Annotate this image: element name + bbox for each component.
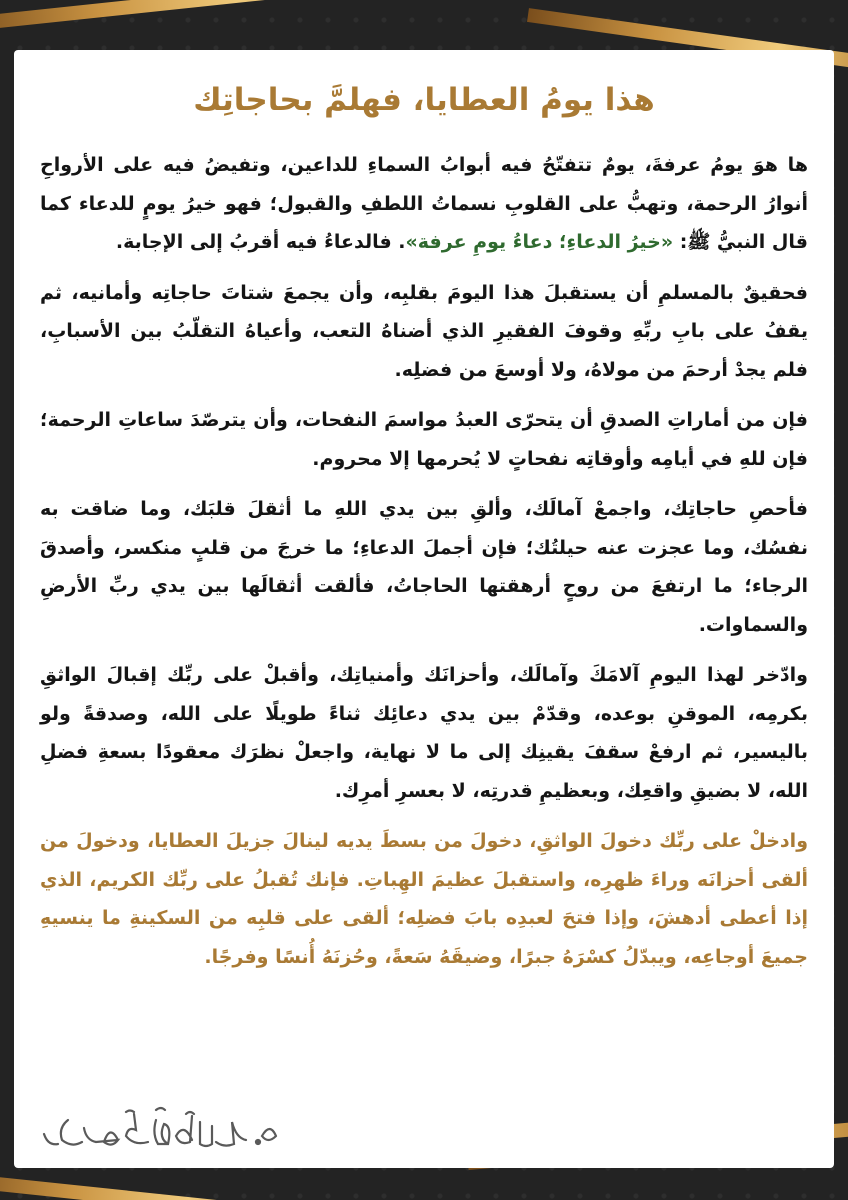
hadith-quote: «خيرُ الدعاءِ؛ دعاءُ يومِ عرفة» — [405, 231, 674, 253]
paragraph-1 — [40, 146, 808, 262]
paragraph-1-text: ها هوَ يومُ عرفةَ، يومٌ تتفتّحُ فيه أبوابُ السماءِ للداعين، وتفيضُ فيه على الأرواحِ أنوارُ الرحمة، وتهبُّ على القلوبِ نسماتُ اللطفِ والقبول؛ فهو خيرُ يومٍ للدعاء كما قال النبيُّ ﷺ: — [40, 154, 808, 253]
paragraph-3: فإن من أماراتِ الصدقِ أن يتحرّى العبدُ مواسمَ النفحات، وأن يترصّدَ ساعاتِ الرحمة؛ فإن للهِ في أيامِه وأوقاتِه نفحاتٍ لا يُحرمها إلا محروم. — [40, 409, 808, 470]
paragraph-4: فأحصِ حاجاتِك، واجمعْ آمالَك، وألقِ بين يدي اللهِ ما أثقلَ قلبَك، وما ضاقت به نفسُك، وما عجزت عنه حيلتُك؛ فإن أجملَ الدعاءِ؛ ما خرجَ من قلبٍ منكسر، وأصدقَ الرجاء؛ ما ارتفعَ من روحٍ أرهقتها الحاجاتُ، فألقت أثقالَها بين يدي ربِّ الأرضِ والسماوات. — [40, 498, 808, 636]
paragraph-5: وادّخر لهذا اليومِ آلامَكَ وآمالَك، وأحزانَك وأمنياتِك، وأقبلْ على ربِّك إقبالَ الواثقِ بكرمِه، الموقنِ بوعده، وقدّمْ بين يدي دعائِك ثناءً طويلًا على الله، وصدقةً ولو باليسير، ثم ارفعْ سقفَ يقينِك إلى ما لا نهاية، واجعلْ نظرَك معقودًا بسعةِ فضلِ الله، لا بضيقِ واقعِك، وبعظيمِ قدرتِه، لا بعسرِ أمرِك. — [40, 664, 808, 802]
author-signature-calligraphy — [36, 1096, 296, 1158]
article-body — [34, 146, 814, 976]
page-title: هذا يومُ العطايا، فهلمَّ بحاجاتِك — [193, 82, 655, 118]
content-card — [14, 50, 834, 1168]
paragraph-2: فحقيقٌ بالمسلمِ أن يستقبلَ هذا اليومَ بقلبِه، وأن يجمعَ شتاتَ حاجاتِه وأمانيه، ثم يقفُ على بابِ ربِّهِ وقوفَ الفقيرِ الذي أضناهُ التعب، وأعياهُ التقلّبُ بين الأسبابِ، فلم يجدْ أرحمَ من مولاهُ، ولا أوسعَ من فضلِه. — [40, 281, 808, 381]
paragraph-1-ending: . فالدعاءُ فيه أقربُ إلى الإجابة. — [115, 231, 406, 253]
paragraph-6-highlighted: وادخلْ على ربِّك دخولَ الواثقِ، دخولَ من بسطَ يديه لينالَ جزيلَ العطايا، ودخولَ من ألقى أحزانَه وراءَ ظهرِه، واستقبلَ عظيمَ الهِباتِ. فإنك تُقبلُ على ربِّك الكريم، الذي إذا أعطى أدهشَ، وإذا فتحَ لعبدِه بابَ فضلِه؛ ألقى على قلبِه من السكينةِ ما ينسيهِ جميعَ أوجاعِه، ويبدّلُ كسْرَهُ جبرًا، وضيقَهُ سَعةً، وحُزنَهُ أُنسًا وفرجًا. — [40, 830, 808, 968]
